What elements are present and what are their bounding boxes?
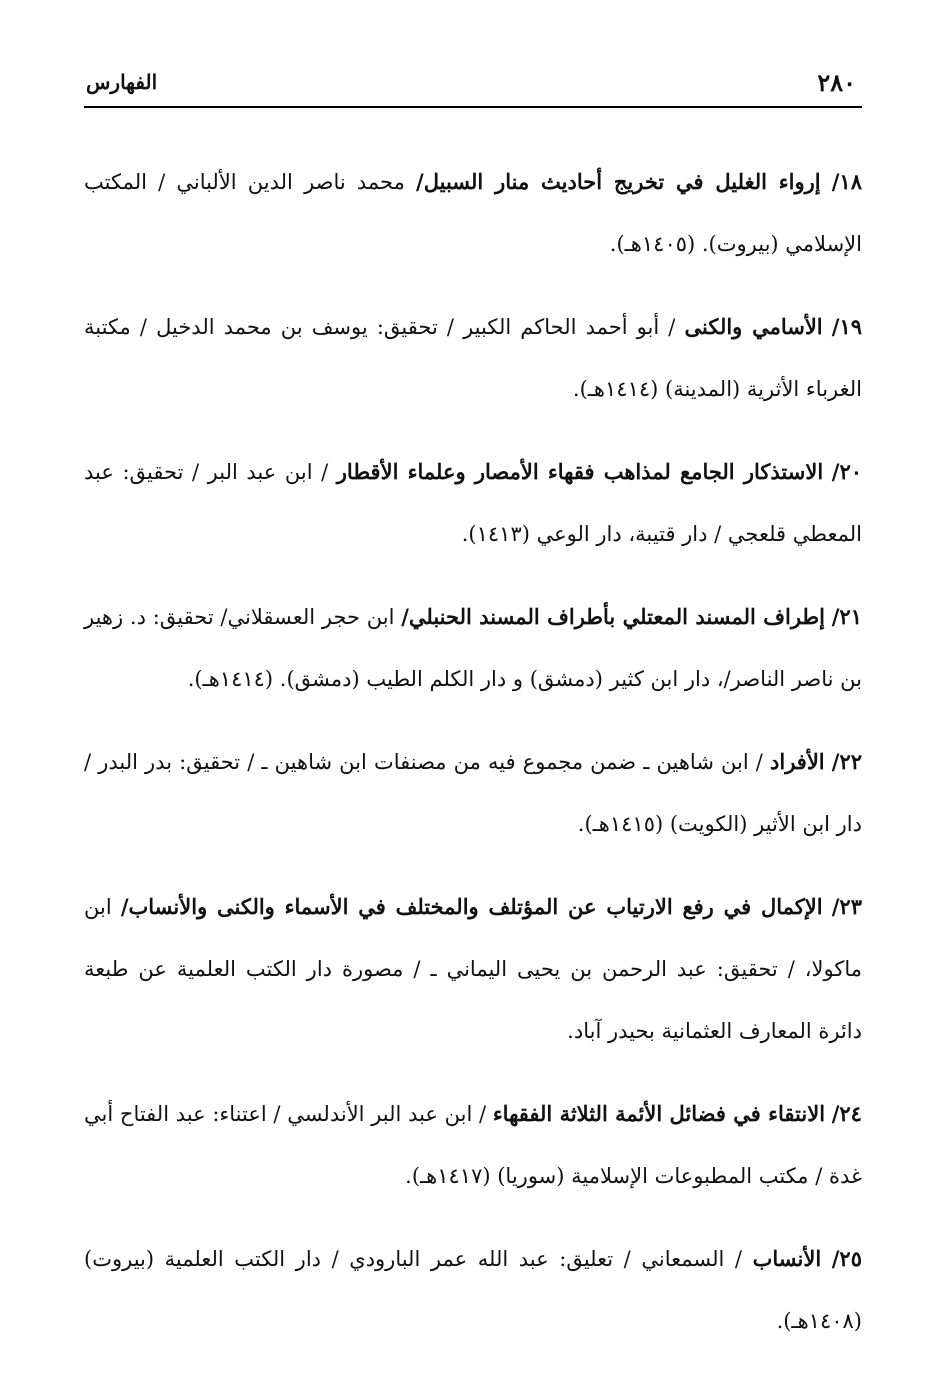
entry-number: ١٨/ (831, 169, 862, 194)
bibliography-entry (84, 441, 862, 565)
bibliography-entry (84, 1228, 862, 1352)
bibliography-entry (84, 296, 862, 420)
section-title: الفهارس (86, 70, 158, 94)
page-number: ٢٨٠ (817, 68, 856, 97)
entry-number: ٢٥/ (831, 1246, 862, 1271)
entry-title: الأسامي والكنى (684, 314, 823, 339)
entry-title: إطراف المسند المعتلي بأطراف المسند الحنبلي/ (401, 604, 825, 629)
bibliography-entry (84, 151, 862, 275)
entry-details: / ابن شاهين ـ ضمن مجموع فيه من مصنفات ابن شاهين ـ / تحقيق: بدر البدر / دار ابن الأثير (الكويت) (١٤١٥هـ). (84, 750, 862, 836)
entry-title: الأفراد (770, 749, 825, 774)
entry-title: الانتقاء في فضائل الأئمة الثلاثة الفقهاء (492, 1101, 826, 1126)
entry-details: / أبو أحمد الحاكم الكبير / تحقيق: يوسف بن محمد الدخيل / مكتبة الغرباء الأثرية (المدينة) (١٤١٤هـ). (84, 315, 862, 401)
entry-number: ٢٠/ (831, 459, 862, 484)
entry-number: ١٩/ (831, 314, 862, 339)
entry-details: / ابن عبد البر الأندلسي / اعتناء: عبد الفتاح أبي غدة / مكتب المطبوعات الإسلامية (سوريا) (١٤١٧هـ). (84, 1102, 862, 1188)
bibliography-list (84, 130, 862, 1364)
bibliography-entry (84, 586, 862, 710)
entry-number: ٢٤/ (831, 1101, 862, 1126)
bibliography-entry (84, 731, 862, 855)
entry-details: محمد ناصر الدين الألباني / المكتب الإسلامي (بيروت). (١٤٠٥هـ). (84, 170, 862, 256)
entry-number: ٢٢/ (831, 749, 862, 774)
entry-details: / السمعاني / تعليق: عبد الله عمر البارودي / دار الكتب العلمية (بيروت) (١٤٠٨هـ). (84, 1247, 862, 1333)
entry-title: الأنساب (752, 1246, 822, 1271)
entry-title: الإكمال في رفع الارتياب عن المؤتلف والمختلف في الأسماء والكنى والأنساب/ (120, 894, 823, 919)
entry-details: ابن حجر العسقلاني/ تحقيق: د. زهير بن ناصر الناصر/، دار ابن كثير (دمشق) و دار الكلم الطيب (دمشق). (١٤١٤هـ). (84, 605, 862, 691)
entry-number: ٢٣/ (831, 894, 862, 919)
entry-title: الاستذكار الجامع لمذاهب فقهاء الأمصار وعلماء الأقطار (336, 459, 824, 484)
entry-title: إرواء الغليل في تخريج أحاديث منار السبيل/ (416, 169, 821, 194)
bibliography-entry (84, 876, 862, 1062)
bibliography-entry (84, 1083, 862, 1207)
entry-details: / ابن عبد البر / تحقيق: عبد المعطي قلعجي / دار قتيبة، دار الوعي (١٤١٣). (84, 460, 862, 546)
entry-number: ٢١/ (831, 604, 862, 629)
entry-details: ابن ماكولا، / تحقيق: عبد الرحمن بن يحيى اليماني ـ / مصورة دار الكتب العلمية عن طبعة دائرة المعارف العثمانية بحيدر آباد. (84, 895, 862, 1043)
page-header (84, 60, 862, 108)
